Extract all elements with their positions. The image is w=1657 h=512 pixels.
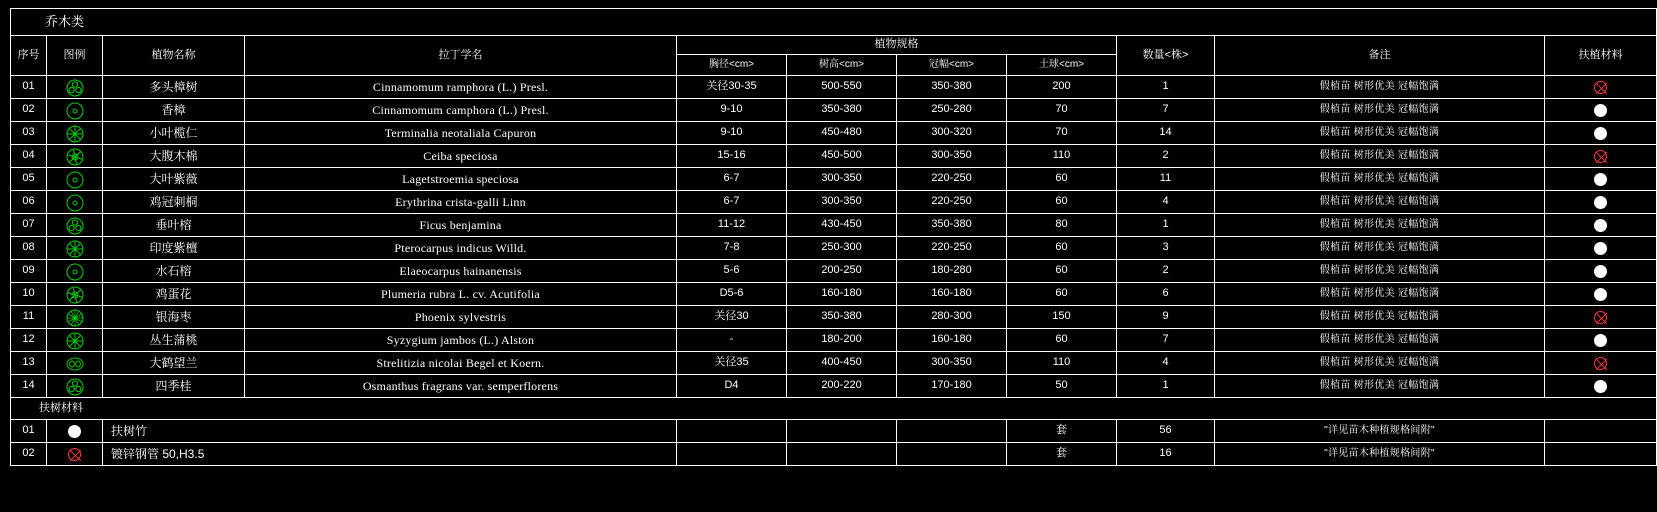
cell-remark: 假植苗 树形优美 冠幅饱满 <box>1215 237 1545 260</box>
cell-ball: 60 <box>1007 168 1117 191</box>
material-section-title-row <box>11 398 1657 420</box>
cell-dbh: D4 <box>677 375 787 398</box>
cell-crown <box>897 443 1007 466</box>
cell-ball: 150 <box>1007 306 1117 329</box>
header-ball: 土球<cm> <box>1007 55 1117 76</box>
cell-crown: 220-250 <box>897 168 1007 191</box>
material-rows-body <box>11 420 1657 466</box>
cell-material-icon <box>1545 214 1657 237</box>
cell-plant-name: 小叶榄仁 <box>103 122 245 145</box>
cell-plant-name: 香樟 <box>103 99 245 122</box>
header-remark: 备注 <box>1215 36 1545 76</box>
header-row-1 <box>11 36 1657 55</box>
plant-symbol-icon <box>47 214 103 237</box>
cell-plant-name: 大鹤望兰 <box>103 352 245 375</box>
cell-height: 450-480 <box>787 122 897 145</box>
cell-remark: 假植苗 树形优美 冠幅饱满 <box>1215 306 1545 329</box>
sheet-title-row <box>11 9 1657 36</box>
cell-latin-name: Cinnamomum camphora (L.) Presl. <box>245 99 677 122</box>
cell-material-icon <box>1545 283 1657 306</box>
cell-height: 250-300 <box>787 237 897 260</box>
cell-dbh: 关径30 <box>677 306 787 329</box>
cell-height: 300-350 <box>787 191 897 214</box>
cell-remark: 假植苗 树形优美 冠幅饱满 <box>1215 260 1545 283</box>
plant-schedule-table <box>10 8 1657 466</box>
cell-crown: 300-350 <box>897 145 1007 168</box>
cell-no: 04 <box>11 145 47 168</box>
cell-ball: 110 <box>1007 352 1117 375</box>
cell-material-name: 镀锌钢管 50,H3.5 <box>103 443 677 466</box>
table-row[interactable] <box>11 145 1657 168</box>
cell-dbh <box>677 443 787 466</box>
table-row[interactable] <box>11 191 1657 214</box>
cell-no: 05 <box>11 168 47 191</box>
cell-remark: 假植苗 树形优美 冠幅饱满 <box>1215 375 1545 398</box>
cell-crown <box>897 420 1007 443</box>
cell-crown: 220-250 <box>897 237 1007 260</box>
cell-latin-name: Pterocarpus indicus Willd. <box>245 237 677 260</box>
cell-remark: 假植苗 树形优美 冠幅饱满 <box>1215 352 1545 375</box>
header-crown: 冠幅<cm> <box>897 55 1007 76</box>
header-no: 序号 <box>11 36 47 76</box>
table-row[interactable] <box>11 329 1657 352</box>
cell-crown: 220-250 <box>897 191 1007 214</box>
table-row[interactable] <box>11 214 1657 237</box>
material-section-body <box>11 398 1657 420</box>
plant-rows-body <box>11 76 1657 398</box>
cell-dbh: 关径35 <box>677 352 787 375</box>
cell-ball: 60 <box>1007 260 1117 283</box>
cell-qty: 2 <box>1117 260 1215 283</box>
cell-material-icon <box>1545 375 1657 398</box>
table-row[interactable] <box>11 306 1657 329</box>
plant-symbol-icon <box>47 145 103 168</box>
cell-qty: 9 <box>1117 306 1215 329</box>
cell-qty: 1 <box>1117 76 1215 99</box>
cell-latin-name: Erythrina crista-galli Linn <box>245 191 677 214</box>
plant-symbol-icon <box>47 306 103 329</box>
cell-ball: 70 <box>1007 122 1117 145</box>
cell-plant-name: 大叶紫薇 <box>103 168 245 191</box>
cell-dbh: 关径30-35 <box>677 76 787 99</box>
cell-no: 01 <box>11 76 47 99</box>
cell-ball: 70 <box>1007 99 1117 122</box>
cell-plant-name: 大腹木棉 <box>103 145 245 168</box>
cell-qty: 3 <box>1117 237 1215 260</box>
cell-remark: 假植苗 树形优美 冠幅饱满 <box>1215 283 1545 306</box>
cell-plant-name: 丛生蒲桃 <box>103 329 245 352</box>
plant-symbol-icon <box>47 191 103 214</box>
header-plant-name: 植物名称 <box>103 36 245 76</box>
cell-material-icon <box>1545 145 1657 168</box>
cell-remark: 假植苗 树形优美 冠幅饱满 <box>1215 99 1545 122</box>
cell-crown: 170-180 <box>897 375 1007 398</box>
cell-ball: 60 <box>1007 329 1117 352</box>
table-row[interactable] <box>11 99 1657 122</box>
cell-latin-name: Cinnamomum ramphora (L.) Presl. <box>245 76 677 99</box>
cell-remark: "详见苗木种植规格间附" <box>1215 420 1545 443</box>
sheet-title: 乔木类 <box>11 9 1657 36</box>
cell-ball: 80 <box>1007 214 1117 237</box>
cell-material-icon <box>1545 306 1657 329</box>
cell-dbh <box>677 420 787 443</box>
cell-height: 350-380 <box>787 99 897 122</box>
header-height: 树高<cm> <box>787 55 897 76</box>
table-row[interactable] <box>11 375 1657 398</box>
plant-symbol-icon <box>47 352 103 375</box>
cell-crown: 300-350 <box>897 352 1007 375</box>
table-row[interactable] <box>11 76 1657 99</box>
cell-material-blank <box>1545 443 1657 466</box>
plant-symbol-icon <box>47 260 103 283</box>
table-row[interactable] <box>11 352 1657 375</box>
cell-qty: 1 <box>1117 214 1215 237</box>
cell-dbh: 5-6 <box>677 260 787 283</box>
header-latin-name: 拉丁学名 <box>245 36 677 76</box>
cell-ball: 110 <box>1007 145 1117 168</box>
cell-crown: 180-280 <box>897 260 1007 283</box>
cell-no: 14 <box>11 375 47 398</box>
cell-latin-name: Ficus benjamina <box>245 214 677 237</box>
cell-crown: 280-300 <box>897 306 1007 329</box>
cell-remark: 假植苗 树形优美 冠幅饱满 <box>1215 145 1545 168</box>
cell-height: 450-500 <box>787 145 897 168</box>
cell-latin-name: Strelitizia nicolai Begel et Koern. <box>245 352 677 375</box>
cell-remark: 假植苗 树形优美 冠幅饱满 <box>1215 76 1545 99</box>
table-row[interactable] <box>11 122 1657 145</box>
cell-qty: 6 <box>1117 283 1215 306</box>
cell-latin-name: Phoenix sylvestris <box>245 306 677 329</box>
cell-height: 300-350 <box>787 168 897 191</box>
cell-ball: 200 <box>1007 76 1117 99</box>
cell-qty: 56 <box>1117 420 1215 443</box>
cell-qty: 14 <box>1117 122 1215 145</box>
cell-no: 08 <box>11 237 47 260</box>
cell-material-icon <box>1545 329 1657 352</box>
cell-no: 06 <box>11 191 47 214</box>
cell-height: 180-200 <box>787 329 897 352</box>
cell-latin-name: Elaeocarpus hainanensis <box>245 260 677 283</box>
cell-ball: 50 <box>1007 375 1117 398</box>
plant-symbol-icon <box>47 329 103 352</box>
plant-symbol-icon <box>47 122 103 145</box>
plant-symbol-icon <box>47 283 103 306</box>
cell-crown: 160-180 <box>897 329 1007 352</box>
cell-latin-name: Syzygium jambos (L.) Alston <box>245 329 677 352</box>
cell-qty: 7 <box>1117 99 1215 122</box>
cell-latin-name: Terminalia neotaliala Capuron <box>245 122 677 145</box>
material-symbol-icon <box>47 420 103 443</box>
cell-dbh: 11-12 <box>677 214 787 237</box>
table-row[interactable] <box>11 237 1657 260</box>
cell-latin-name: Osmanthus fragrans var. semperflorens <box>245 375 677 398</box>
cell-unit: 套 <box>1007 443 1117 466</box>
cell-plant-name: 垂叶榕 <box>103 214 245 237</box>
plant-symbol-icon <box>47 99 103 122</box>
cell-height: 160-180 <box>787 283 897 306</box>
header-qty: 数量<株> <box>1117 36 1215 76</box>
cell-remark: 假植苗 树形优美 冠幅饱满 <box>1215 214 1545 237</box>
cell-plant-name: 多头樟树 <box>103 76 245 99</box>
cell-qty: 11 <box>1117 168 1215 191</box>
table-row[interactable] <box>11 260 1657 283</box>
cell-crown: 160-180 <box>897 283 1007 306</box>
cell-plant-name: 四季桂 <box>103 375 245 398</box>
cell-qty: 4 <box>1117 352 1215 375</box>
cell-dbh: 7-8 <box>677 237 787 260</box>
cell-no: 13 <box>11 352 47 375</box>
cell-material-icon <box>1545 260 1657 283</box>
header-symbol: 图例 <box>47 36 103 76</box>
cell-crown: 350-380 <box>897 214 1007 237</box>
cell-height: 200-220 <box>787 375 897 398</box>
plant-symbol-icon <box>47 168 103 191</box>
cell-height: 350-380 <box>787 306 897 329</box>
cell-material-icon <box>1545 99 1657 122</box>
cell-material-icon <box>1545 352 1657 375</box>
cell-height: 400-450 <box>787 352 897 375</box>
cell-dbh: 15-16 <box>677 145 787 168</box>
cell-plant-name: 银海枣 <box>103 306 245 329</box>
cell-material-icon <box>1545 76 1657 99</box>
header-material: 扶植材料 <box>1545 36 1657 76</box>
cell-crown: 350-380 <box>897 76 1007 99</box>
plant-symbol-icon <box>47 375 103 398</box>
cell-ball: 60 <box>1007 237 1117 260</box>
cell-no: 02 <box>11 99 47 122</box>
material-symbol-icon <box>47 443 103 466</box>
cell-dbh: - <box>677 329 787 352</box>
cell-material-name: 扶树竹 <box>103 420 677 443</box>
cell-latin-name: Lagetstroemia speciosa <box>245 168 677 191</box>
cell-latin-name: Plumeria rubra L. cv. Acutifolia <box>245 283 677 306</box>
material-row[interactable] <box>11 420 1657 443</box>
cell-material-icon <box>1545 237 1657 260</box>
cell-remark: 假植苗 树形优美 冠幅饱满 <box>1215 122 1545 145</box>
cell-height: 500-550 <box>787 76 897 99</box>
table-row[interactable] <box>11 168 1657 191</box>
plant-symbol-icon <box>47 76 103 99</box>
cell-no: 02 <box>11 443 47 466</box>
cell-dbh: 9-10 <box>677 99 787 122</box>
cell-material-icon <box>1545 191 1657 214</box>
cell-dbh: 9-10 <box>677 122 787 145</box>
cell-remark: 假植苗 树形优美 冠幅饱满 <box>1215 329 1545 352</box>
cell-remark: "详见苗木种植规格间附" <box>1215 443 1545 466</box>
cell-latin-name: Ceiba speciosa <box>245 145 677 168</box>
cell-dbh: 6-7 <box>677 168 787 191</box>
cell-no: 09 <box>11 260 47 283</box>
cell-ball: 60 <box>1007 283 1117 306</box>
cell-ball: 60 <box>1007 191 1117 214</box>
cell-plant-name: 水石榕 <box>103 260 245 283</box>
cell-height: 200-250 <box>787 260 897 283</box>
cell-crown: 300-320 <box>897 122 1007 145</box>
cell-height <box>787 443 897 466</box>
cell-no: 11 <box>11 306 47 329</box>
cell-plant-name: 鸡冠刺桐 <box>103 191 245 214</box>
cell-qty: 7 <box>1117 329 1215 352</box>
table-row[interactable] <box>11 283 1657 306</box>
cell-remark: 假植苗 树形优美 冠幅饱满 <box>1215 168 1545 191</box>
cell-no: 03 <box>11 122 47 145</box>
cell-no: 01 <box>11 420 47 443</box>
cell-crown: 250-280 <box>897 99 1007 122</box>
header-dbh: 胸径<cm> <box>677 55 787 76</box>
cell-material-icon <box>1545 168 1657 191</box>
cell-height: 430-450 <box>787 214 897 237</box>
material-row[interactable] <box>11 443 1657 466</box>
cell-height <box>787 420 897 443</box>
cell-material-icon <box>1545 122 1657 145</box>
header-spec-group: 植物规格 <box>677 36 1117 55</box>
material-section-title: 扶树材料 <box>11 398 1657 420</box>
cell-plant-name: 鸡蛋花 <box>103 283 245 306</box>
cell-dbh: 6-7 <box>677 191 787 214</box>
cell-unit: 套 <box>1007 420 1117 443</box>
cell-material-blank <box>1545 420 1657 443</box>
cell-dbh: D5-6 <box>677 283 787 306</box>
cell-no: 07 <box>11 214 47 237</box>
cell-no: 10 <box>11 283 47 306</box>
cell-qty: 1 <box>1117 375 1215 398</box>
cell-qty: 2 <box>1117 145 1215 168</box>
cell-remark: 假植苗 树形优美 冠幅饱满 <box>1215 191 1545 214</box>
cell-qty: 4 <box>1117 191 1215 214</box>
plant-symbol-icon <box>47 237 103 260</box>
cell-qty: 16 <box>1117 443 1215 466</box>
cell-plant-name: 印度紫檀 <box>103 237 245 260</box>
cell-no: 12 <box>11 329 47 352</box>
